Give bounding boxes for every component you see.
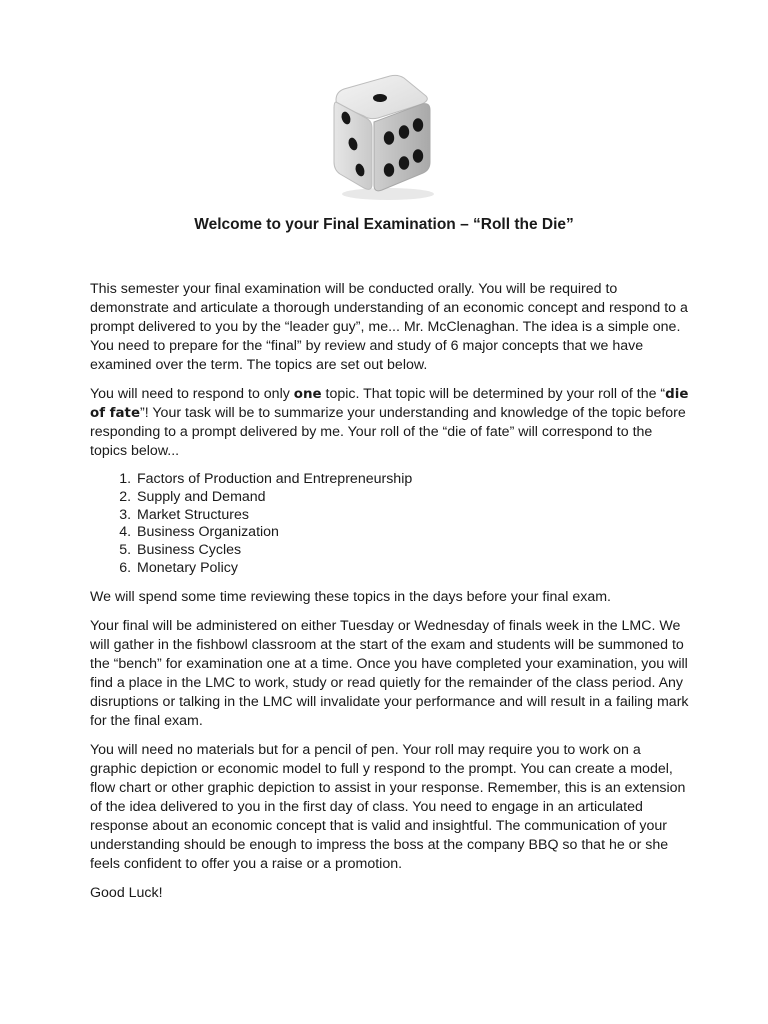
logistics-paragraph: Your final will be administered on either Tuesday or Wednesday of finals week in the LMC. We will gather in the fishbowl classroom at the start of the exam and students will be summoned to the “bench” for examination one at a time. Once you have completed your examination, you will find a place in the LMC to work, study or read quietly for the remainder of the class period. Any disruptions or talking in the LMC will invalidate your performance and will result in a failing mark for the final exam. [90, 617, 689, 729]
instruction-text-3: ”! Your task will be to summarize your understanding and knowledge of the topic before responding to a prompt delivered by me. Your roll of the “die of fate” will correspond to the topics below... [90, 405, 686, 459]
list-item: 6. Monetary Policy [135, 560, 690, 578]
list-item: 1. Factors of Production and Entrepreneurship [135, 471, 690, 489]
document-title: Welcome to your Final Examination – “Roll the Die” [194, 216, 574, 233]
instruction-paragraph [90, 385, 690, 461]
topic-list [90, 471, 690, 578]
list-item: 4. Business Organization [135, 524, 690, 542]
intro-paragraph: This semester your final examination will be conducted orally. You will be required to demonstrate and articulate a thorough understanding of an economic concept and respond to a prompt delivered to you by the “leader guy”, me... Mr. McClenaghan. The idea is a simple one. You need to prepare for the “final” by review and study of 6 major concepts that we have examined over the term. The topics are set out below. [90, 281, 688, 373]
emphasis-one: one [293, 387, 322, 402]
review-paragraph: We will spend some time reviewing these topics in the days before your final exam. [90, 588, 611, 605]
die-image [322, 62, 442, 202]
emphasis-die-of-fate: die of fate [90, 387, 689, 421]
list-item: 5. Business Cycles [135, 542, 690, 560]
document-body [90, 280, 690, 913]
closing-text: Good Luck! [90, 884, 163, 901]
instruction-text-2: topic. That topic will be determined by your roll of the “ [321, 386, 666, 402]
instruction-text-1: You will need to respond to only [90, 386, 294, 402]
list-item: 2. Supply and Demand [135, 489, 690, 507]
die-icon [322, 62, 442, 202]
list-item: 3. Market Structures [135, 507, 690, 525]
materials-paragraph: You will need no materials but for a pencil of pen. Your roll may require you to work on a graphic depiction or economic model to full y respond to the prompt. You can create a model, flow chart or other graphic depiction to assist in your response. Remember, this is an extension of the idea delivered to you in the first day of class. You need to engage in an articulated response about an economic concept that is valid and insightful. The communication of your understanding should be enough to impress the boss at the company BBQ so that he or she feels confident to offer you a raise or a promotion. [90, 741, 686, 872]
